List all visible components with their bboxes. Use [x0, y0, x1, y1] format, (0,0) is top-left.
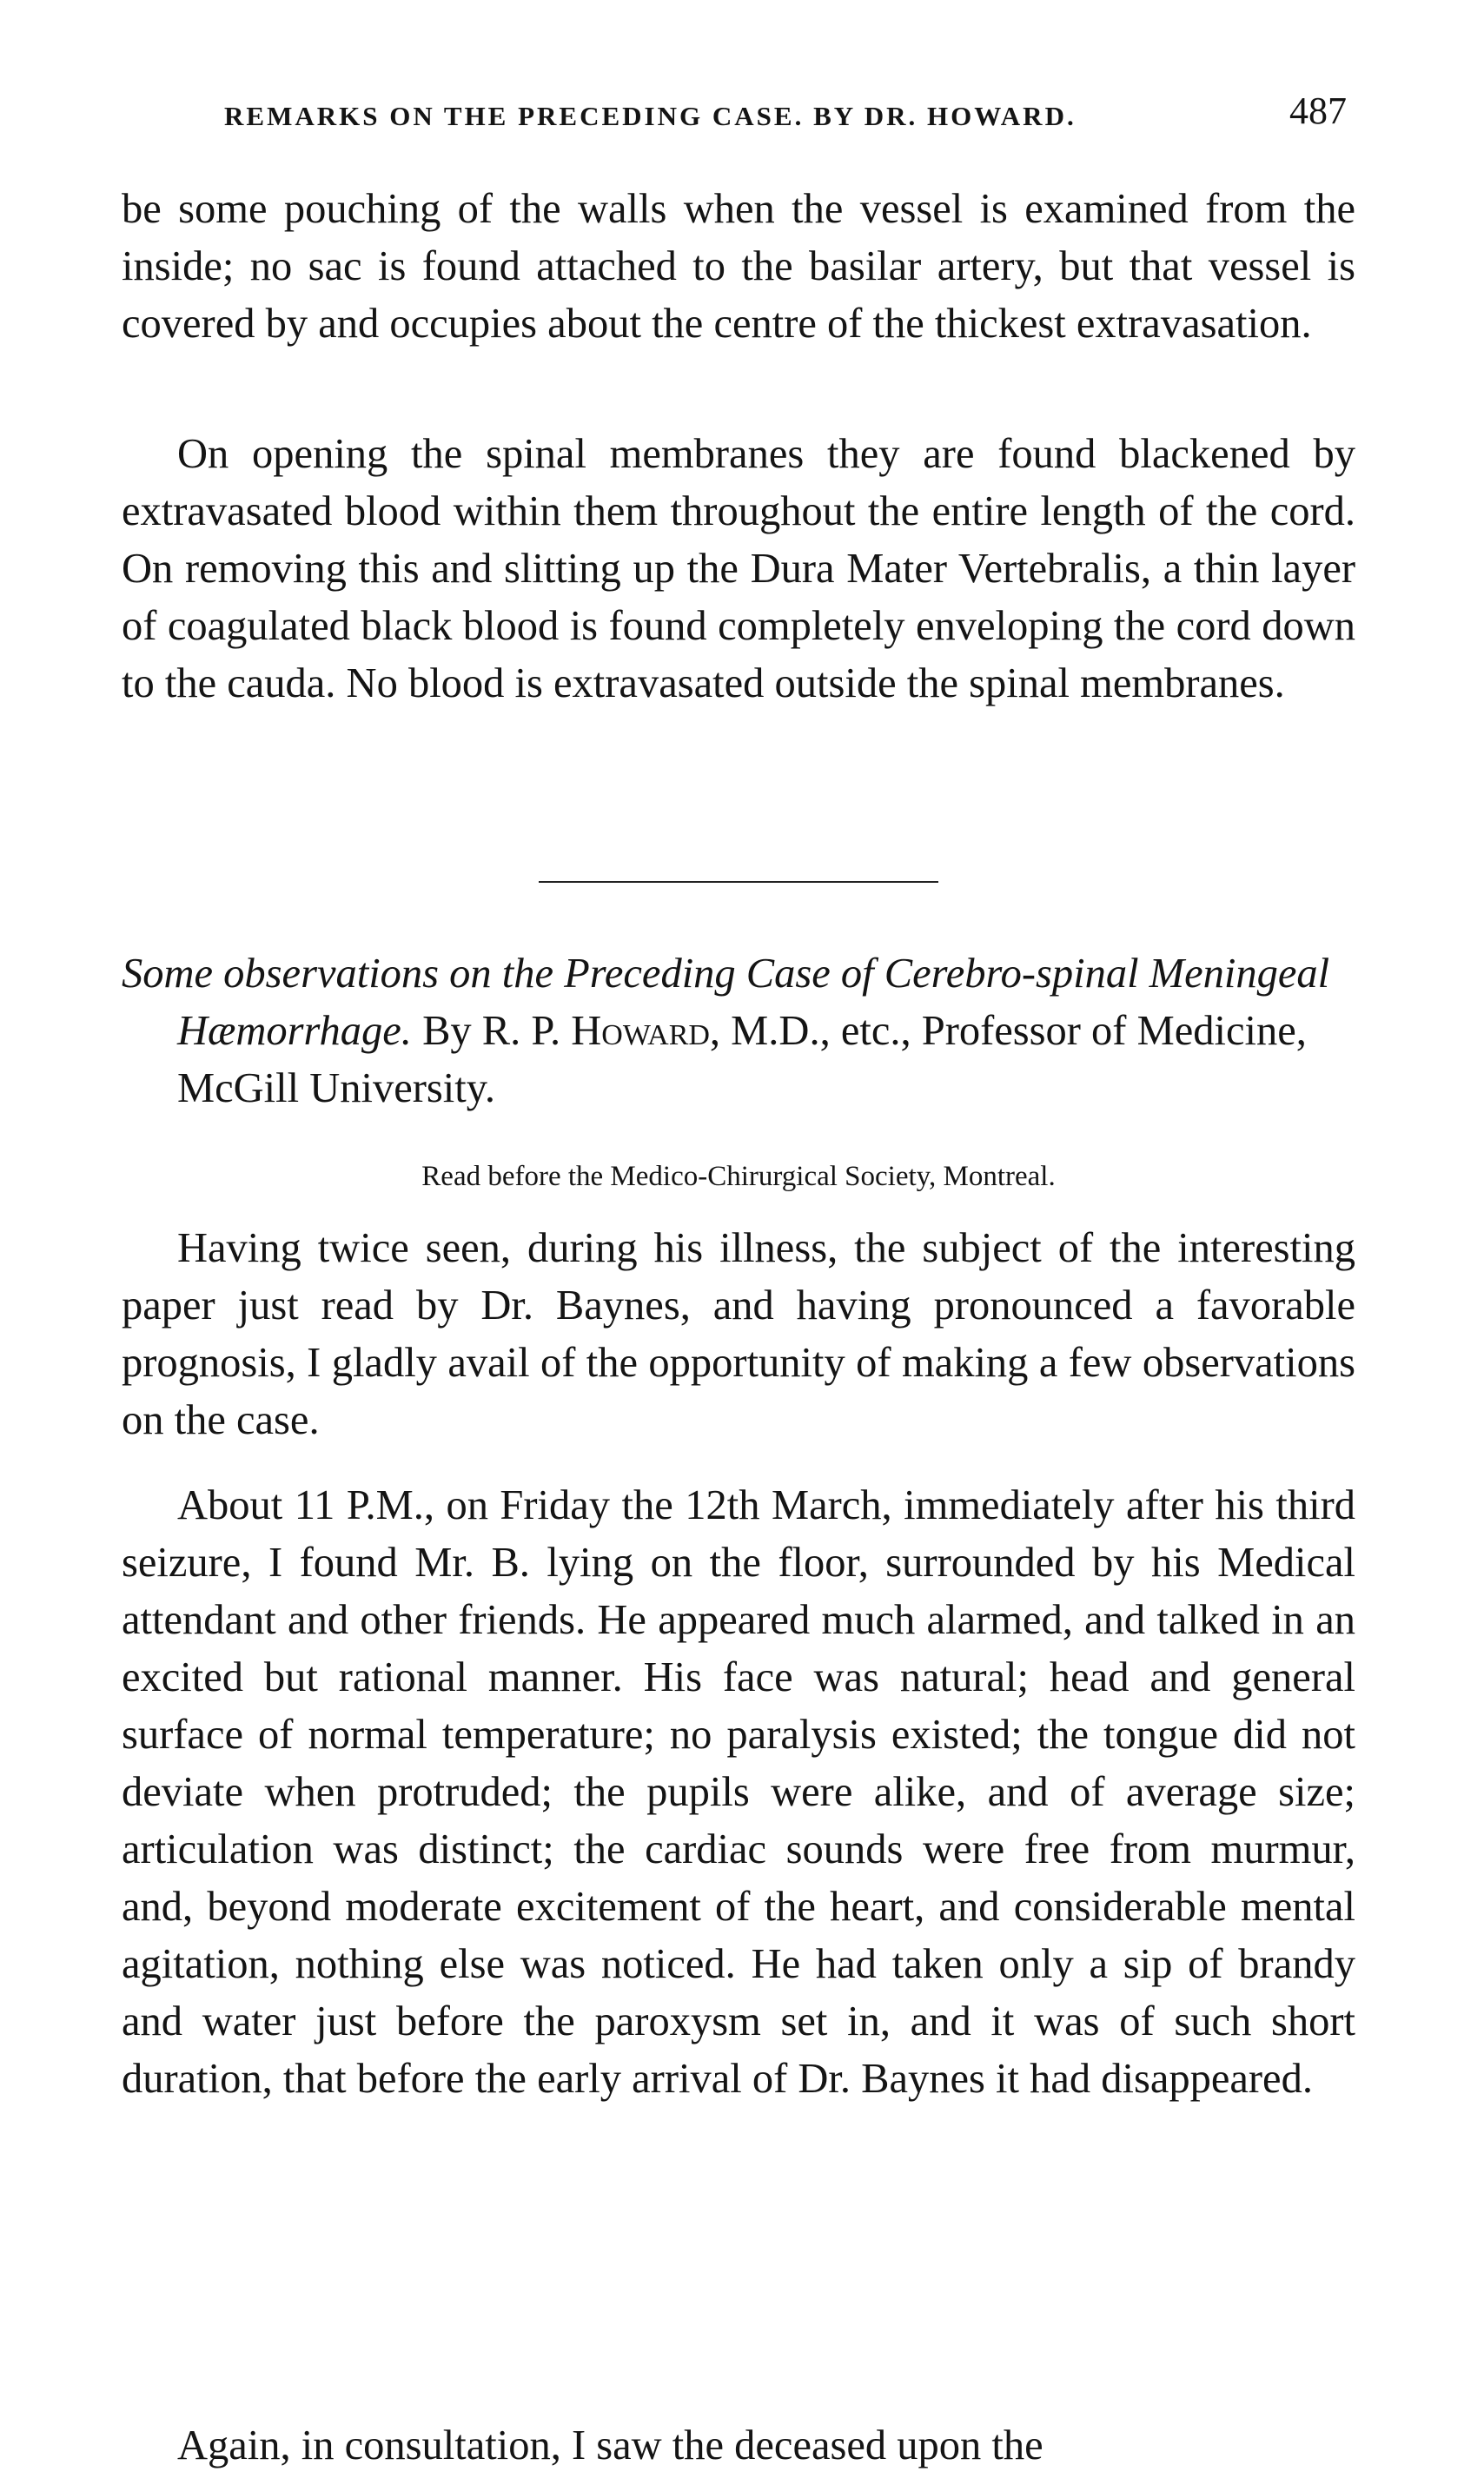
running-title: REMARKS ON THE PRECEDING CASE. BY DR. HOWARD.: [224, 101, 1077, 131]
article-title: Some observations on the Preceding Case of Cerebro-spinal Meningeal Hæmorrhage.: [122, 951, 1330, 1054]
author-credentials: M.D., etc.,: [731, 1008, 911, 1054]
paragraph-examination: About 11 P.M., on Friday the 12th March, immediately after his third seizure, I found Mr. B. lying on the floor, surrounded by his Medical attendant and other friends. He appeared much alarmed, and talked in an excited but rational manner. His face was natural; head and general surface of normal temperature; no paralysis existed; the tongue did not deviate when protruded; the pupils were alike, and of average size; articulation was distinct; the cardiac sounds were free from murmur, and, beyond moderate excitement of the heart, and considerable mental agitation, nothing else was noticed. He had taken only a sip of brandy and water just before the paroxysm set in, and it was of such short duration, that before the early arrival of Dr. Baynes it had disappeared.: [122, 1482, 1355, 2102]
author-affiliation: Professor of Medicine, McGill University.: [177, 1008, 1307, 1111]
running-head: [191, 89, 1355, 146]
article-byline: By R. P.: [422, 1008, 561, 1054]
paragraph-spinal-membranes: On opening the spinal membranes they are found blackened by extravasated blood within them throughout the entire length of the cord. On removing this and slitting up the Dura Mater Vertebralis, a thin layer of coagulated black blood is found completely enveloping the cord down to the cauda. No blood is extravasated outside the spinal membranes.: [122, 431, 1355, 706]
read-note: Read before the Medico-Chirurgical Society, Montreal.: [421, 1161, 1056, 1192]
paragraph-continuation: be some pouching of the walls when the vessel is examined from the inside; no sac is found attached to the basilar artery, but that vessel is covered by and occupies about the centre of the thickest extravasation.: [122, 186, 1355, 347]
author-credentials-sep: ,: [709, 1008, 732, 1054]
article-heading: [122, 945, 1355, 1117]
section-divider: [539, 881, 938, 883]
paragraph-consultation: Again, in consultation, I saw the deceased upon the: [177, 2422, 1043, 2468]
article-author: Howard: [571, 1008, 710, 1054]
paragraph-introduction: Having twice seen, during his illness, the subject of the interesting paper just read by Dr. Baynes, and having pronounced a favorable prognosis, I gladly avail of the opportunity of making a few observations on the case.: [122, 1225, 1355, 1443]
page-number: 487: [1289, 89, 1347, 132]
